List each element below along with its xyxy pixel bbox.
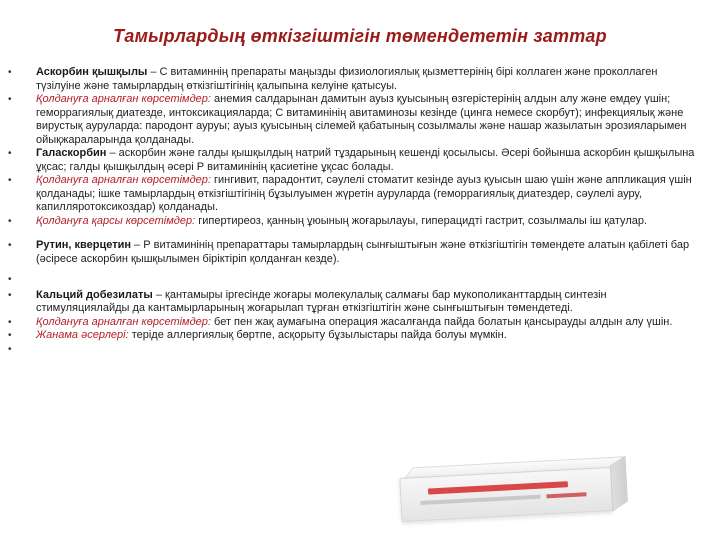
medicine-box-image <box>399 452 632 524</box>
bullet-icon: • <box>8 343 12 355</box>
slide-title: Тамырлардың өткізгіштігін төмендететін заттар <box>113 26 607 46</box>
item-text: гипертиреоз, қанның ұюының жоғарылауы, гиперацидті гастрит, созылмалы іш қатулар. <box>195 214 648 227</box>
item-text: бет пен жақ аумағына операция жасалғанда пайда болатын қансырауды алдын алу үшін. <box>210 315 673 328</box>
item-heading: Галаскорбин <box>36 147 107 159</box>
list-item-calcium-dobesilate <box>8 289 698 316</box>
list-item-rutin <box>8 239 698 266</box>
item-text: гингивит, парадонтит, сәулелі стоматит кезінде ауыз қуысын шаю үшін және аппликация үшін қолданады; ішке тамырлардың өткізгіштігінің бұзылуымен жүретін ауруларда (геморрагиялық диатездер, сәулелі ауру, капилляротоксикоздар) қолданады. <box>36 174 692 213</box>
list-item-empty <box>8 343 698 357</box>
list-item-indications-3 <box>8 316 698 330</box>
item-text: – қантамыры іргесінде жоғары молекулалық салмағы бар мукополиканттардың синтезін стимуляциялайды да кантамырларының жоғарылап тұрған өткізгіштігін және сынғыштығын төмендетеді. <box>36 288 607 314</box>
item-heading: Қолдануға қарсы көрсетімдер: <box>36 214 196 227</box>
item-text: анемия салдарынан дамитын ауыз қуысының өзгерістерінің алдын алу және емдеу үшін; геморрагиялық диатезде, интоксикацияларда; С витаминінің авитаминозы кезінде (цинга немесе скорбут); инфекциялық және вирустық ауруларда: пародонт ауруы; ауыз қуысының сілемей қабатының созылмалы және нашар жазылатын эрозияларымен ойықжараларында қолданады. <box>36 93 687 146</box>
item-heading: Жанама әсерлері: <box>36 329 129 341</box>
list-item-indications-2 <box>8 174 698 215</box>
item-heading: Аскорбин қышқылы <box>36 66 148 78</box>
list-item-ascorbic-acid <box>8 66 698 93</box>
item-heading: Қолдануға арналған көрсетімдер: <box>36 174 211 186</box>
item-text: – аскорбин және галды қышқылдың натрий тұздарының кешенді қосылысы. Әсері бойынша аскорбин қышқылына ұқсас; галды қышқылдың әсері Р витаминінің қасиетіне ұқсас болады. <box>36 147 695 173</box>
item-heading: Рутин, кверцетин <box>36 239 131 251</box>
item-heading: Қолдануға арналған көрсетімдер: <box>36 93 211 105</box>
bullet-icon: • <box>8 274 12 285</box>
medicine-box-side <box>610 456 628 512</box>
bullet-icon: • <box>8 175 12 186</box>
list-item-empty <box>8 273 698 287</box>
bullet-icon: • <box>8 289 12 301</box>
bullet-icon: • <box>8 316 12 328</box>
list-item-galascorbin <box>8 147 698 174</box>
bullet-icon: • <box>8 94 12 105</box>
bullet-icon: • <box>8 215 12 227</box>
item-heading: Кальций добезилаты <box>36 288 153 301</box>
list-item-contraindications <box>8 215 698 229</box>
bullet-icon: • <box>8 67 12 78</box>
bullet-icon: • <box>8 240 12 251</box>
list-item-side-effects <box>8 329 698 343</box>
item-text: – С витаминнің препараты маңызды физиологиялық қызметтерінің бірі коллаген және проколлаген түзілуіне және тамырлардың өткізгіштігінің қалыпына келуіне қатысуы. <box>36 66 658 92</box>
bullet-icon: • <box>8 148 12 159</box>
bullet-icon: • <box>8 330 12 341</box>
item-text: теріде аллергиялық бөртпе, асқорыту бұзылыстары пайда болуы мүмкін. <box>128 329 507 341</box>
item-text: – Р витаминінің препараттары тамырлардың сынғыштығын және өткізгіштігін төмендете алатын қабілеті бар (әсіресе аскорбин қышқылымен біріктіріп қолданған кезде). <box>36 239 690 265</box>
content-list <box>8 66 698 356</box>
list-item-indications-1 <box>8 93 698 147</box>
item-heading: Қолдануға арналған көрсетімдер: <box>36 315 211 328</box>
